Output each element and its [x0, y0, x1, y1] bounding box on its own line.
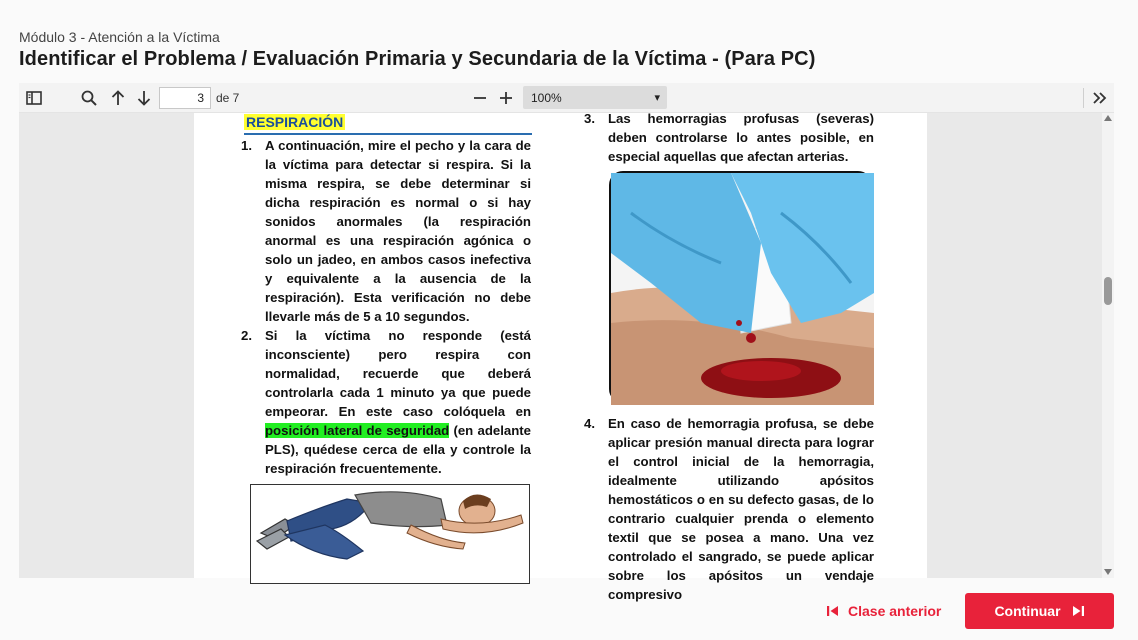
sidebar-toggle-icon[interactable] [23, 87, 45, 109]
item-number: 3. [584, 111, 595, 126]
recovery-position-illustration [250, 484, 530, 584]
left-column [241, 136, 531, 478]
list-item [584, 414, 874, 604]
scroll-down-arrow-icon[interactable] [1104, 569, 1112, 575]
pdf-page [194, 111, 927, 602]
pdf-toolbar [19, 83, 1114, 113]
page-number-input[interactable] [159, 87, 211, 109]
continue-button[interactable] [965, 593, 1114, 629]
previous-class-label: Clase anterior [848, 603, 942, 619]
skip-forward-icon [1071, 605, 1085, 617]
arrow-up-icon[interactable] [107, 87, 129, 109]
arrow-down-icon[interactable] [133, 87, 155, 109]
list-item [241, 326, 531, 478]
highlighted-term: posición lateral de seguridad [265, 423, 450, 438]
zoom-out-icon[interactable] [469, 87, 491, 109]
section-heading [244, 113, 532, 135]
item-text: A continuación, mire el pecho y la cara de la víctima para detectar si respira. Si la misma respira, se debe determinar si dicha respiración es normal o si hay sonidos anormales (la respiración anormal es una respiración agónica o solo un jadeo, en ambos casos inefectiva y equivalente a la ausencia de la respiración). Esta verificación no debe llevarle más de 5 a 10 segundos. [265, 138, 531, 324]
previous-class-button[interactable] [826, 600, 941, 622]
item-text: (en adelante PLS), quédese cerca de ella y controle la respiración frecuentemente. [265, 423, 531, 476]
item-number: 2. [241, 328, 252, 343]
pdf-viewer[interactable] [19, 111, 1102, 602]
zoom-value: 100% [531, 91, 562, 105]
list-item [584, 109, 874, 166]
toolbar-divider [1083, 88, 1084, 108]
item-text: En caso de hemorragia profusa, se debe aplicar presión manual directa para lograr el control inicial de la hemorragia, idealmente utilizando apósitos hemostáticos o en su defecto gasas, de lo contrario cualquier prenda o elemento textil que se posea a mano. Una vez controlado el sangrado, se puede aplicar sobre los apósitos un vendaje compresivo [608, 416, 874, 602]
zoom-select[interactable] [523, 86, 667, 109]
skip-back-icon [826, 605, 840, 617]
continue-label: Continuar [994, 603, 1061, 619]
zoom-in-icon[interactable] [495, 87, 517, 109]
viewer-scrollbar[interactable] [1102, 113, 1114, 578]
search-icon[interactable] [78, 87, 100, 109]
page-title: Identificar el Problema / Evaluación Primaria y Secundaria de la Víctima - (Para PC) [19, 48, 816, 70]
hemorrhage-pressure-photo [609, 171, 872, 403]
item-number: 1. [241, 138, 252, 153]
double-chevron-right-icon[interactable] [1089, 87, 1111, 109]
scroll-up-arrow-icon[interactable] [1104, 115, 1112, 121]
section-heading-text: RESPIRACIÓN [246, 114, 344, 130]
item-text: Las hemorragias profusas (severas) deben controlarse lo antes posible, en especial aquellas que afectan arterias. [608, 111, 874, 164]
page-count: de 7 [216, 91, 240, 105]
item-text: Si la víctima no responde (está inconsciente) pero respira con normalidad, recuerde que deberá controlarla cada 1 minuto ya que puede empeorar. En este caso colóquela en [265, 328, 531, 419]
chevron-down-icon: ▾ [654, 92, 660, 104]
list-item [241, 136, 531, 326]
item-number: 4. [584, 416, 595, 431]
module-label: Módulo 3 - Atención a la Víctima [19, 29, 220, 45]
scroll-thumb[interactable] [1104, 277, 1112, 305]
